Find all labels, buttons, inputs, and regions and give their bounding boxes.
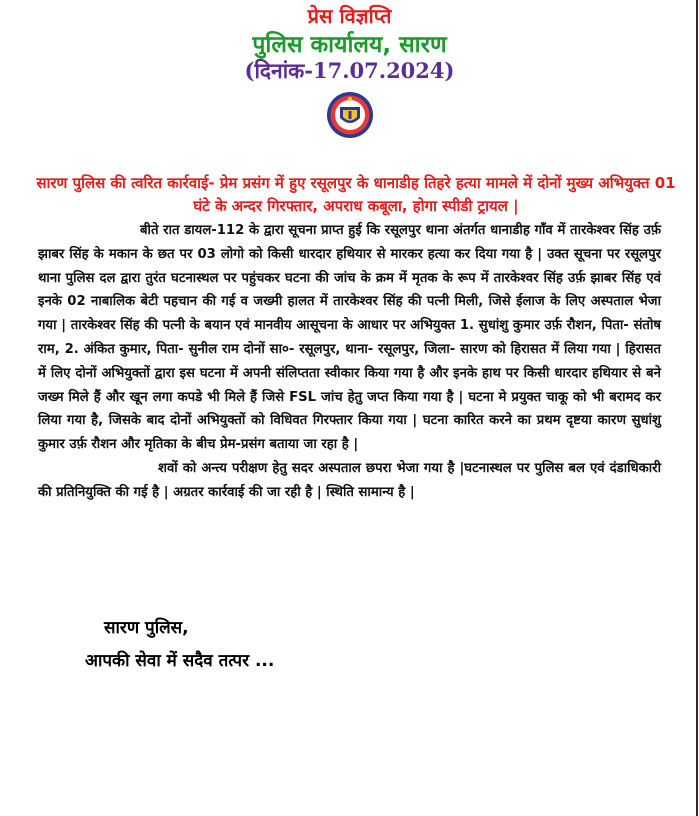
signature-org: सारण पुलिस,: [104, 618, 189, 638]
office-name: पुलिस कार्यालय, सारण: [252, 32, 447, 58]
press-release-headline: सारण पुलिस की त्वरित कार्रवाई- प्रेम प्रसंग में हुए रसूलपुर के धानाडीह तिहरे हत्या मामले में दोनों मुख्य अभियुक्त 01 घंटे के अन्दर गिरफ्तार, अपराध कबूला, होगा स्पीडी ट्रायल |: [36, 174, 676, 215]
release-date: (दिनांक-17.07.2024): [244, 58, 455, 83]
signature-motto: आपकी सेवा में सदैव तत्पर ...: [85, 651, 275, 671]
body-paragraph-1: बीते रात डायल-112 के द्वारा सूचना प्राप्त हुई कि रसूलपुर थाना अंतर्गत धानाडीह गाँव में तारकेश्वर सिंह उर्फ़ झाबर सिंह के मकान के छत पर 03 लोगो को किसी धारदार हथियार से मारकर हत्या कर दिया गया है | उक्त सूचना पर रसूलपुर थाना पुलिस दल द्वारा तुरंत घटनास्थल पर पहुंचकर घटना की जांच के क्रम में मृतक के रूप में तारकेश्वर सिंह उर्फ़ झाबर सिंह एवं इनके 02 नाबालिक बेटी पहचान की गई व जख्मी हालत में तारकेश्वर सिंह की पत्नी मिली, जिसे ईलाज के लिए अस्पताल भेजा गया | तारकेश्वर सिंह की पत्नी के बयान एवं मानवीय आसूचना के आधार पर अभियुक्त 1. सुधांशु कुमार उर्फ़ रौशन, पिता- संतोष राम, 2. अंकित कुमार, पिता- सुनील राम दोनों सा०- रसूलपुर, थाना- रसूलपुर, जिला- सारण को हिरासत में लिया गया | हिरासत में लिए दोनों अभियुक्तों द्वारा इस घटना में अपनी संलिप्तता स्वीकार किया गया है और इनके हाथ पर किसी धारदार हथियार से बने जख्म मिले हैं और खून लगा कपडे भी मिले हैं जिसे FSL जांच हेतु जप्त किया गया है | घटना मे प्रयुक्त चाकू को भी बरामद कर लिया गया है, जिसके बाद दोनों अभियुक्तों को विधिवत गिरफ्तार किया गया | घटना कारित करने का प्रथम दृष्टया कारण सुधांशु कुमार उर्फ़ रौशन और मृतिका के बीच प्रेम-प्रसंग बताया जा रहा है |: [38, 223, 661, 453]
page-border-line: [696, 0, 698, 816]
bihar-police-emblem-icon: [326, 88, 374, 142]
body-paragraph-2: शवों को अन्त्य परीक्षण हेतु सदर अस्पताल छपरा भेजा गया है |घटनास्थल पर पुलिस बल एवं दंडाधिकारी की प्रतिनियुक्ति की गई है | अग्रतर कार्रवाई की जा रही है | स्थिति सामान्य है |: [38, 460, 661, 500]
press-release-body: [38, 219, 661, 505]
press-release-title: प्रेस विज्ञप्ति: [307, 4, 392, 28]
